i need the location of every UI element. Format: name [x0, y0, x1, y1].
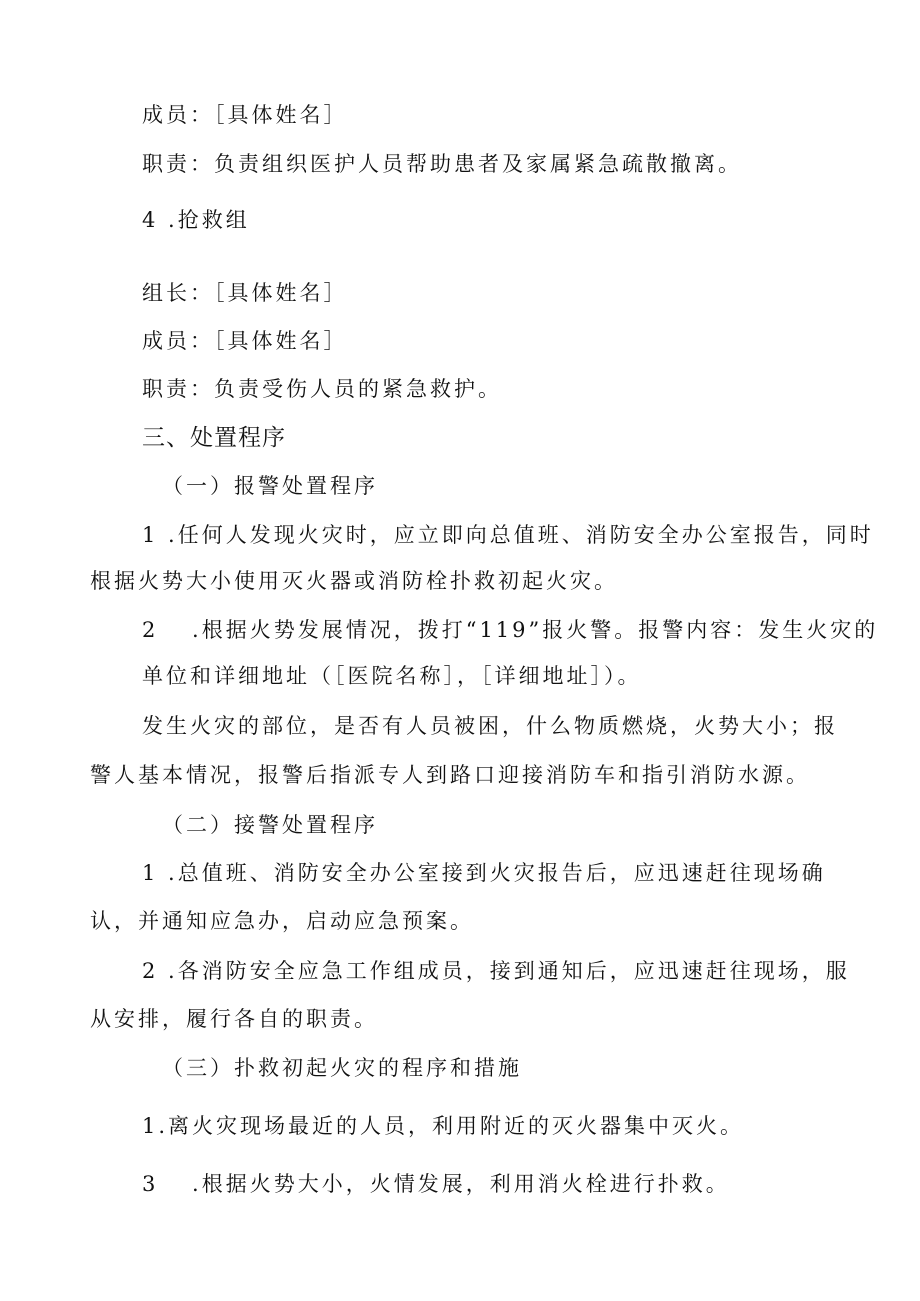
duty-line-rescue: 职责：负责受伤人员的紧急救护。: [142, 377, 502, 401]
paragraph-line: 警人基本情况，报警后指派专人到路口迎接消防车和指引消防水源。: [90, 763, 810, 787]
subsection-heading-firefighting: （三）扑救初起火灾的程序和措施: [162, 1056, 522, 1080]
rescue-group-heading: 4 .抢救组: [142, 208, 250, 232]
subsection-heading-receive: （二）接警处置程序: [162, 813, 378, 837]
duty-line-evacuation: 职责：负责组织医护人员帮助患者及家属紧急疏散撤离。: [142, 152, 742, 176]
paragraph-line: 1.离火灾现场最近的人员，利用附近的灭火器集中灭火。: [142, 1114, 745, 1138]
member-line-evacuation: 成员：［具体姓名］: [142, 103, 348, 127]
leader-line-rescue: 组长：［具体姓名］: [142, 281, 348, 305]
paragraph-line: 3 .根据火势大小，火情发展，利用消火栓进行扑救。: [142, 1172, 730, 1196]
paragraph-line: 2 .根据火势发展情况，拨打“119”报火警。报警内容：发生火灾的: [142, 618, 879, 642]
paragraph-line: 1 .总值班、消防安全办公室接到火灾报告后，应迅速赶往现场确: [142, 861, 826, 885]
section-heading-procedures: 三、处置程序: [142, 425, 286, 451]
paragraph-line: 2 .各消防安全应急工作组成员，接到通知后，应迅速赶往现场，服: [142, 959, 850, 983]
paragraph-line: 单位和详细地址（［医院名称］，［详细地址］）。: [142, 664, 642, 688]
subsection-heading-alarm: （一）报警处置程序: [162, 474, 378, 498]
paragraph-line: 从安排，履行各自的职责。: [90, 1007, 378, 1031]
paragraph-line: 认，并通知应急办，启动应急预案。: [90, 909, 474, 933]
paragraph-line: 发生火灾的部位，是否有人员被困，什么物质燃烧，火势大小；报: [142, 714, 838, 738]
paragraph-line: 根据火势大小使用灭火器或消防栓扑救初起火灾。: [90, 569, 618, 593]
paragraph-line: 1 .任何人发现火灾时，应立即向总值班、消防安全办公室报告，同时: [142, 523, 874, 547]
member-line-rescue: 成员：［具体姓名］: [142, 329, 348, 353]
